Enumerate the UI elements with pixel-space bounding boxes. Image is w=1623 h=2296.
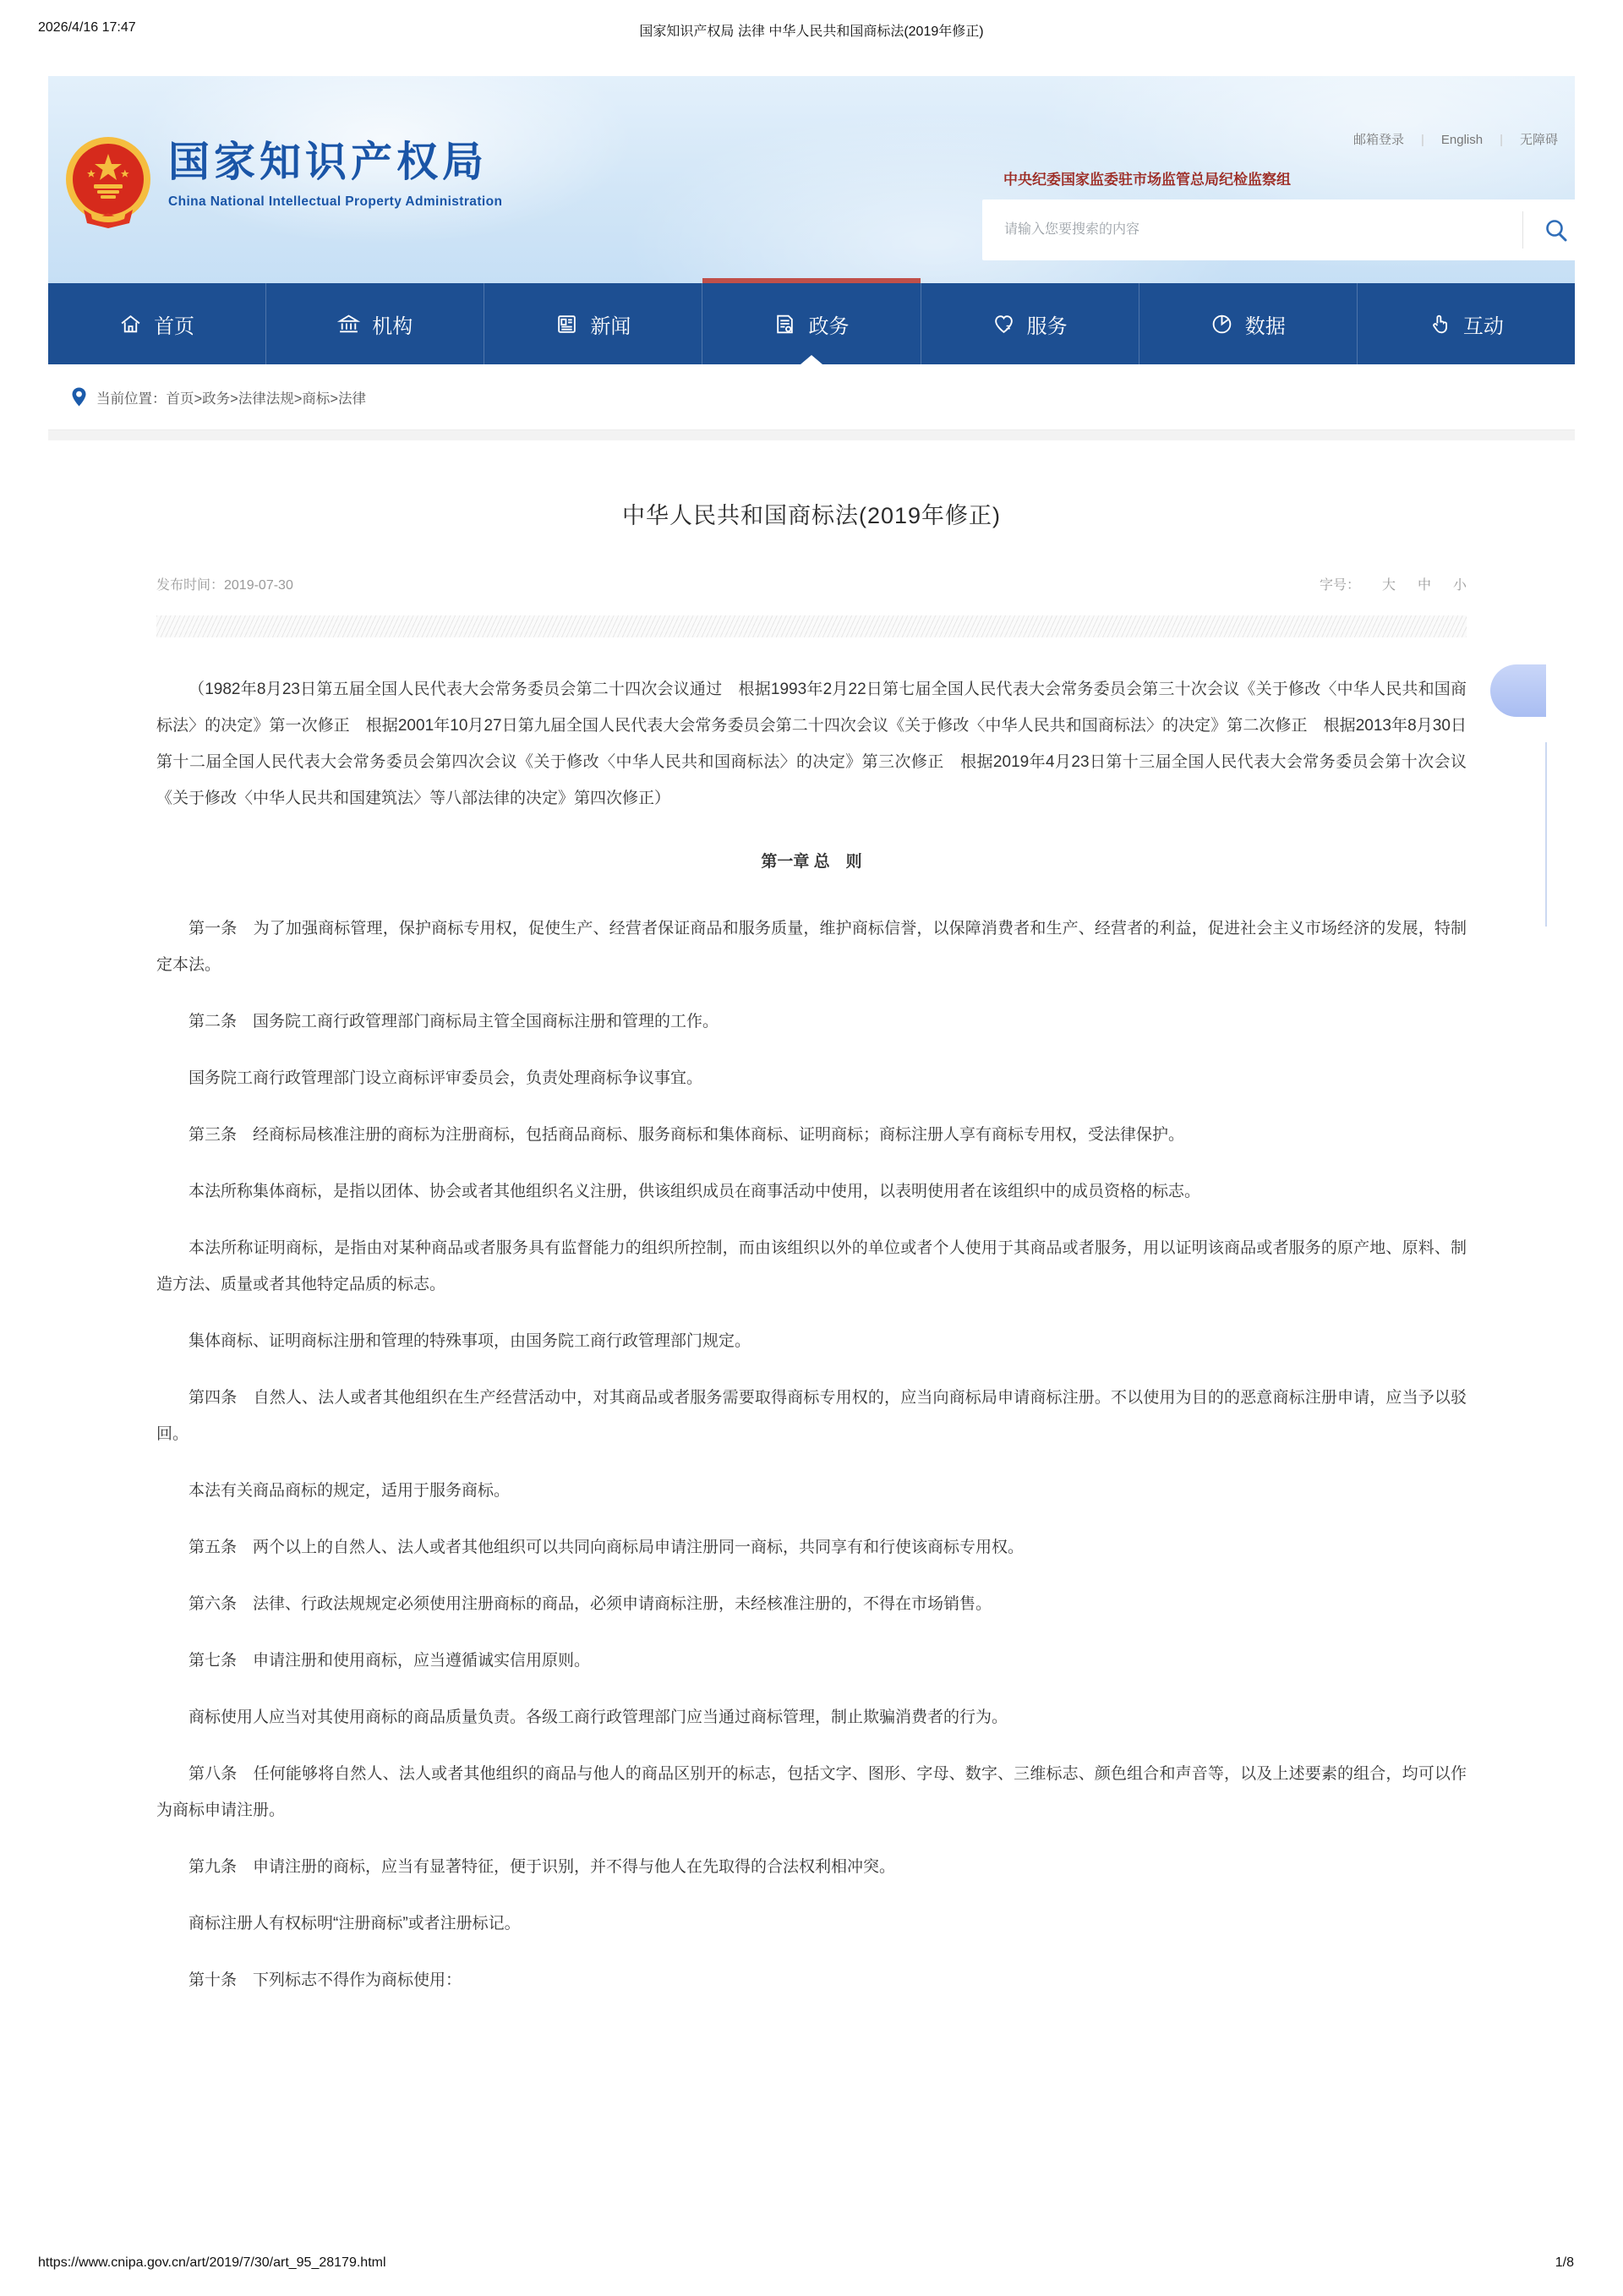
nav-item-service[interactable] (921, 283, 1139, 364)
mail-login-link[interactable]: 邮箱登录 (1352, 133, 1404, 147)
article-paragraph: 第六条 法律、行政法规规定必须使用注册商标的商品，必须申请商标注册，未经核准注册的，不得在市场销售。 (189, 1595, 992, 1613)
article-paragraph: 国务院工商行政管理部门设立商标评审委员会，负责处理商标争议事宜。 (189, 1069, 703, 1087)
data-icon (1210, 313, 1233, 336)
article-paragraph: 第二条 国务院工商行政管理部门商标局主管全国商标注册和管理的工作。 (189, 1013, 719, 1030)
article-paragraph: 第三条 经商标局核准注册的商标为注册商标，包括商品商标、服务商标和集体商标、证明商标；商标注册人享有商标专用权，受法律保护。 (189, 1126, 1185, 1144)
print-url: https://www.cnipa.gov.cn/art/2019/7/30/art_95_28179.html (38, 2255, 386, 2270)
article-meta (156, 574, 1467, 593)
hatched-divider (156, 615, 1467, 637)
nav-item-news[interactable] (484, 283, 702, 364)
fontsize-medium-button[interactable]: 中 (1417, 578, 1431, 593)
service-icon (992, 313, 1015, 336)
nav-item-data[interactable] (1139, 283, 1357, 364)
publish-date: 发布时间：2019-07-30 (156, 578, 293, 593)
search-icon (1544, 217, 1569, 243)
article-paragraph: 第九条 申请注册的商标，应当有显著特征，便于识别，并不得与他人在先取得的合法权利相冲突。 (189, 1858, 896, 1876)
fontsize-large-button[interactable]: 大 (1381, 578, 1396, 593)
article-paragraph: 第七条 申请注册和使用商标，应当遵循诚实信用原则。 (189, 1652, 591, 1670)
main-nav (48, 283, 1575, 364)
chapter-heading: 第一章 总 则 (761, 853, 862, 871)
nav-label: 互动 (1462, 314, 1504, 338)
article-paragraph: 本法有关商品商标的规定，适用于服务商标。 (189, 1482, 511, 1500)
search-box (982, 200, 1575, 260)
fontsize-label: 字号： (1319, 578, 1360, 593)
article-body (156, 671, 1467, 1998)
site-identity (168, 139, 502, 210)
nav-item-gov-affairs[interactable] (702, 283, 920, 364)
print-page-number: 1/8 (1555, 2255, 1574, 2270)
print-footer (38, 2255, 1574, 2271)
interact-icon (1429, 313, 1451, 336)
site-name-english: China National Intellectual Property Administration (168, 194, 503, 209)
search-input[interactable] (982, 200, 1522, 260)
nav-label: 机构 (372, 314, 413, 338)
discipline-inspection-link[interactable]: 中央纪委国家监委驻市场监管总局纪检监察组 (1003, 172, 1291, 188)
print-doc-title: 国家知识产权局 法律 中华人民共和国商标法(2019年修正) (639, 25, 984, 39)
article-container (48, 440, 1575, 1998)
site-container (48, 76, 1575, 2019)
nav-label: 首页 (154, 314, 195, 338)
site-name: 国家知识产权局 (168, 139, 489, 185)
article-paragraph: 本法所称证明商标，是指由对某种商品或者服务具有监督能力的组织所控制，而由该组织以外的单位或者个人使用于其商品或者服务，用以证明该商品或者服务的原产地、原料、制造方法、质量或者其他特定品质的标志。 (156, 1239, 1467, 1293)
english-link[interactable]: English (1440, 133, 1484, 147)
home-icon (119, 313, 142, 336)
article-paragraph: 商标注册人有权标明“注册商标”或者注册标记。 (189, 1915, 521, 1932)
article-paragraph: （1982年8月23日第五届全国人民代表大会常务委员会第二十四次会议通过 根据1993年2月22日第七届全国人民代表大会常务委员会第三十次会议《关于修改〈中华人民共和国商标法〉的决定》第一次修正 根据2001年10月27日第九届全国人民代表大会常务委员会第二十四次会议《关于修改〈中华人民共和国商标法〉的决定》第二次修正 根据2013年8月30日第十二届全国人民代表大会常务委员会第四次会议《关于修改〈中华人民共和国商标法〉的决定》第三次修正 根据2019年4月23日第十三届全国人民代表大会常务委员会第十次会议《关于修改〈中华人民共和国建筑法〉等八部法律的决定》第四次修正） (156, 681, 1467, 807)
location-pin-icon (72, 387, 86, 407)
site-header-banner (48, 76, 1575, 283)
divider: | (1500, 133, 1503, 147)
page-title: 中华人民共和国商标法(2019年修正) (621, 503, 1002, 528)
content-top-strip (48, 430, 1575, 440)
fontsize-controls (1320, 574, 1467, 593)
print-header (38, 20, 1585, 42)
side-float-button[interactable] (1490, 664, 1546, 717)
institution-icon (337, 313, 360, 336)
article-paragraph: 本法所称集体商标，是指以团体、协会或者其他组织名义注册，供该组织成员在商事活动中使用，以表明使用者在该组织中的成员资格的标志。 (189, 1183, 1201, 1200)
gov-affairs-icon (773, 313, 796, 336)
nav-label: 政务 (808, 314, 850, 338)
breadcrumb (48, 364, 1575, 430)
nav-item-home[interactable] (48, 283, 265, 364)
news-icon (555, 313, 578, 336)
nav-item-institution[interactable] (265, 283, 484, 364)
article-paragraph: 第一条 为了加强商标管理，保护商标专用权，促使生产、经营者保证商品和服务质量，维护商标信誉，以保障消费者和生产、经营者的利益，促进社会主义市场经济的发展，特制定本法。 (156, 920, 1467, 974)
article-paragraph: 商标使用人应当对其使用商标的商品质量负责。各级工商行政管理部门应当通过商标管理，制止欺骗消费者的行为。 (189, 1708, 1008, 1726)
article-paragraph: 第五条 两个以上的自然人、法人或者其他组织可以共同向商标局申请注册同一商标，共同享有和行使该商标专用权。 (189, 1539, 1025, 1556)
article-paragraph: 第四条 自然人、法人或者其他组织在生产经营活动中，对其商品或者服务需要取得商标专用权的，应当向商标局申请商标注册。不以使用为目的的恶意商标注册申请，应当予以驳回。 (156, 1389, 1467, 1443)
nav-item-interact[interactable] (1357, 283, 1575, 364)
article-paragraph: 集体商标、证明商标注册和管理的特殊事项，由国务院工商行政管理部门规定。 (189, 1332, 751, 1350)
utility-links (1353, 130, 1558, 148)
divider: | (1420, 133, 1424, 147)
article-paragraph: 第十条 下列标志不得作为商标使用： (189, 1971, 462, 1989)
side-scroll-line (1545, 742, 1547, 927)
nav-label: 数据 (1244, 314, 1286, 338)
breadcrumb-label: 当前位置： (96, 391, 167, 407)
accessibility-link[interactable]: 无障碍 (1519, 133, 1558, 147)
breadcrumb-path[interactable]: 首页>政务>法律法规>商标>法律 (166, 391, 367, 407)
national-emblem-logo (63, 135, 153, 230)
nav-label: 新闻 (590, 314, 631, 338)
article-paragraph: 第八条 任何能够将自然人、法人或者其他组织的商品与他人的商品区别开的标志，包括文字、图形、字母、数字、三维标志、颜色组合和声音等，以及上述要素的组合，均可以作为商标申请注册。 (156, 1765, 1467, 1819)
fontsize-small-button[interactable]: 小 (1452, 578, 1467, 593)
nav-label: 服务 (1026, 314, 1068, 338)
print-datetime: 2026/4/16 17:47 (38, 20, 136, 35)
search-button[interactable] (1523, 200, 1575, 260)
